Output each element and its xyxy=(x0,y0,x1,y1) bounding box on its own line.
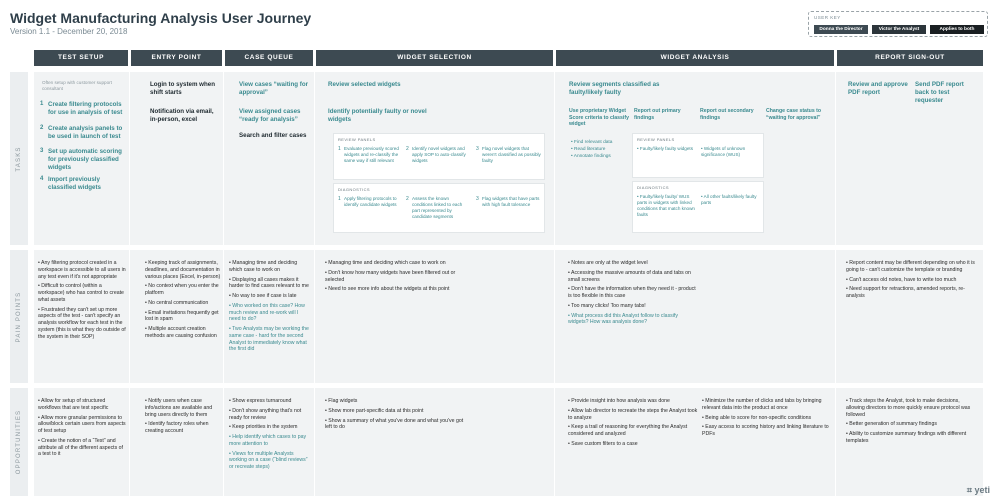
task-item: View assigned cases “ready for analysis” xyxy=(239,108,301,123)
list-item: • Allow for setup of structured workflows that are test specific xyxy=(38,398,109,411)
test-setup-note: Often setup with customer support consultant xyxy=(42,80,112,91)
phase-widget-selection: WIDGET SELECTION xyxy=(316,50,553,66)
column-divider xyxy=(129,72,130,496)
list-item-text: Show more part-specific data at this point xyxy=(328,407,424,414)
diagnostics-title: DIAGNOSTICS xyxy=(637,185,669,190)
row-label-pain-text: PAIN POINTS xyxy=(16,291,22,342)
list-item: • Allow more granular permissions to allow/block certain users from aspects of test setup xyxy=(38,414,126,434)
panel-item: Identify novel widgets and apply SOP to auto-classify widgets xyxy=(412,146,466,163)
list-item-text: Easy access to scoring history and linking literature to PDFs xyxy=(702,424,829,437)
list-item: • Save custom filters to a case xyxy=(568,440,638,447)
task-item: Review and approve PDF report xyxy=(848,81,908,96)
task-item: Use proprietary Widget Score criteria to classify widget xyxy=(569,108,629,127)
list-item: • Two Analysts may be working the same case - hard for the second Analyst to immediately know what the first did xyxy=(229,326,309,353)
user-key-label: USER KEY xyxy=(814,15,841,20)
list-item: • Easy access to scoring history and linking literature to PDFs xyxy=(702,424,829,437)
column-divider xyxy=(314,72,315,496)
list-item: • Allow lab director to recreate the steps the Analyst took to analyze xyxy=(568,407,698,421)
list-item-text: Displaying all cases makes it harder to find cases relevant to me xyxy=(229,276,309,290)
list-item-text: Report content may be different depending on who it is going to - can't customize the template or branding xyxy=(846,260,975,273)
task-item: View cases “waiting for approval” xyxy=(239,81,309,96)
panel-item: Flag widgets that have parts with high fault tolerance xyxy=(482,196,540,207)
opportunities-case-queue xyxy=(229,398,311,474)
role-analyst-chip: Victor the Analyst xyxy=(872,25,926,34)
version-subtitle: Version 1.1 - December 20, 2018 xyxy=(10,27,128,36)
step-number: 2 xyxy=(40,125,44,131)
role-director-chip: Donna the Director xyxy=(814,25,868,34)
list-item-text: Difficult to control (within a workspace) who has control to create what assets xyxy=(38,283,124,303)
row-label-opportunities xyxy=(10,388,28,496)
list-item-text: Better generation of summary findings xyxy=(849,421,937,428)
task-item: Set up automatic scoring for previously classified widgets xyxy=(48,148,122,171)
list-item-text: Minimize the number of clicks and tabs by bringing relevant data into the product at once xyxy=(702,398,822,411)
list-item: • Track steps the Analyst, took to make decisions, allowing directors to more quickly ensure protocol was followed xyxy=(846,398,971,418)
opportunities-report-signout xyxy=(846,398,978,448)
pain-points-report-signout xyxy=(846,260,978,303)
step-number: 3 xyxy=(476,146,479,152)
panel-item: Assess the known conditions linked to each part represented by candidate segments xyxy=(412,196,463,219)
list-item: • Flag widgets xyxy=(325,398,358,404)
list-item-text: Don't know how many widgets have been filtered out or selected xyxy=(325,269,456,283)
pain-points-case-queue xyxy=(229,260,311,356)
list-item: • Who worked on this case? How much review and re-work will I need to do? xyxy=(229,302,305,323)
role-both-chip: Applies to both xyxy=(930,25,984,34)
opportunities-entry-point xyxy=(145,398,221,438)
list-item: • Need to see more info about the widgets at this point xyxy=(325,286,450,293)
list-item-text: No context when you enter the platform xyxy=(145,283,219,296)
list-item: • No central communication xyxy=(145,299,209,306)
list-item-text: Track steps the Analyst, took to make decisions, allowing directors to more quickly ensure protocol was followed xyxy=(846,398,971,418)
list-item: • Don't show anything that's not ready for review xyxy=(229,407,302,421)
pain-points-widget-analysis xyxy=(568,260,698,329)
list-item-text: Notify users when case info/actions are available and bring users directly to them xyxy=(145,398,213,418)
list-item-text: Views for multiple Analysts working on a case (“blind reviews” or recreate steps) xyxy=(229,450,308,470)
list-item: • Create the notion of a “Test” and attribute all of the different aspects of a test to it xyxy=(38,437,123,458)
list-item-text: Being able to score for non-specific conditions xyxy=(705,414,812,421)
list-item: • Show a summary of what you've done and what you've got left to do xyxy=(325,417,464,431)
list-item-text: Email invitations frequently get lost in spam xyxy=(145,309,219,323)
row-label-tasks xyxy=(10,72,28,245)
list-item: • Any filtering protocol created in a workspace is accessible to all users in any test even if it's not appropriate xyxy=(38,260,126,280)
list-item: • Keep priorities in the system xyxy=(229,424,298,431)
list-item-text: No central communication xyxy=(148,299,209,306)
list-item: • Managing time and deciding which case to work on xyxy=(325,260,446,266)
panel-item: Apply filtering protocols to identify candidate widgets xyxy=(344,196,397,207)
list-item: • Notes are only at the widget level xyxy=(568,260,648,266)
list-item-text: Allow for setup of structured workflows that are test specific xyxy=(38,398,109,411)
bullet-text: Find relevant data xyxy=(574,140,613,145)
pain-points-widget-selection xyxy=(325,260,465,296)
task-item: Change case status to “waiting for approval” xyxy=(766,108,822,121)
task-heading: Review segments classified as faulty/likely faulty xyxy=(569,81,660,96)
list-item: • Need support for retractions, amended reports, re-analysis xyxy=(846,286,965,299)
list-item: • Provide insight into how analysis was done xyxy=(568,398,670,404)
list-item-text: Too many clicks! Too many tabs! xyxy=(571,302,646,309)
page-title: Widget Manufacturing Analysis User Journey xyxy=(10,10,312,26)
list-item: • Accessing the massive amounts of data and tabs on small screens xyxy=(568,269,691,283)
panel-item-text: Faulty/likely faulty/ WUS parts in widgets with linked conditions that match known faults xyxy=(637,194,695,217)
list-item: • Minimize the number of clicks and tabs by bringing relevant data into the product at once xyxy=(702,398,822,411)
list-item-text: Managing time and deciding which case to work on xyxy=(328,260,446,266)
step-number: 2 xyxy=(406,196,409,202)
yeti-logo: ⌗ yeti xyxy=(966,485,990,495)
list-item-text: Notes are only at the widget level xyxy=(571,260,648,266)
list-item: • Report content may be different depending on who it is going to - can't customize the template or branding xyxy=(846,260,975,273)
list-item-text: Don't show anything that's not ready for review xyxy=(229,407,302,421)
bullet-text: Annotate findings xyxy=(573,154,611,159)
list-item-text: Allow lab director to recreate the steps the Analyst took to analyze xyxy=(568,407,698,421)
list-item: • Managing time and deciding which case to work on xyxy=(229,260,298,273)
bullet-item: • Annotate findings xyxy=(571,154,611,159)
review-panels-panel xyxy=(333,133,545,180)
row-label-opps-text: OPPORTUNITIES xyxy=(16,409,22,475)
analysis-diagnostics-panel xyxy=(632,181,764,233)
bullet-text: Read literature xyxy=(574,147,606,152)
list-item-text: Help identify which cases to pay more attention to xyxy=(229,434,307,447)
phase-case-queue: CASE QUEUE xyxy=(225,50,313,66)
task-item: Notification via email, in-person, excel xyxy=(150,108,214,123)
list-item-text: Frustrated they can't set up more aspects of the test - can't specify an analysis workflow for each test in the system (this is what they do outside of the system in their SOP) xyxy=(38,306,126,340)
list-item-text: Allow more granular permissions to allow/block certain users from aspects of test setup xyxy=(38,414,126,434)
step-number: 3 xyxy=(40,148,44,154)
list-item: • What process did this Analyst follow to classify widgets? How was analysis done? xyxy=(568,312,678,326)
list-item: • Can't access old notes, have to write too much xyxy=(846,276,957,283)
list-item-text: Keep a trail of reasoning for everything the Analyst considered and analyzed xyxy=(568,424,688,437)
column-divider xyxy=(835,72,836,496)
list-item: • Email invitations frequently get lost in spam xyxy=(145,309,219,323)
list-item: • No context when you enter the platform xyxy=(145,283,219,296)
list-item-text: Multiple account creation methods are causing confusion xyxy=(145,326,217,339)
list-item: • Too many clicks! Too many tabs! xyxy=(568,302,646,309)
task-item: Search and filter cases xyxy=(239,132,307,139)
list-item: • Being able to score for non-specific conditions xyxy=(702,414,812,421)
review-panels-title: REVIEW PANELS xyxy=(338,137,376,142)
diagnostics-title: DIAGNOSTICS xyxy=(338,187,370,192)
list-item: • Ability to customize summary findings with different templates xyxy=(846,431,967,444)
user-key xyxy=(808,11,988,37)
step-number: 2 xyxy=(406,146,409,152)
bullet-item: • Read literature xyxy=(571,147,606,152)
phase-entry-point: ENTRY POINT xyxy=(131,50,222,66)
task-item: Report out primary findings xyxy=(634,108,681,121)
phase-widget-analysis: WIDGET ANALYSIS xyxy=(556,50,834,66)
panel-item: • Widgets of unknown significance (WUS) xyxy=(701,146,746,157)
diagnostics-panel xyxy=(333,183,545,233)
panel-item: • Faulty/likely faulty/ WUS parts in widgets with linked conditions that match known faults xyxy=(637,194,695,217)
list-item: • Identify factory roles when creating account xyxy=(145,421,209,434)
step-number: 4 xyxy=(40,176,44,182)
panel-item: Evaluate previously scored widgets and re-classify the same way if still relevant xyxy=(344,146,399,163)
pain-points-test-setup xyxy=(38,260,126,343)
list-item-text: Need support for retractions, amended reports, re-analysis xyxy=(846,286,965,299)
list-item: • Show express turnaround xyxy=(229,398,292,404)
task-item: Send PDF report back to test requester xyxy=(915,81,964,104)
pain-points-entry-point xyxy=(145,260,221,343)
opportunities-test-setup xyxy=(38,398,126,461)
panel-item-text: All other faults/likely faulty parts xyxy=(701,194,757,205)
opportunities-widget-analysis-2 xyxy=(702,398,830,441)
list-item-text: Ability to customize summary findings with different templates xyxy=(846,431,967,444)
task-heading: Identify potentially faulty or novel widgets xyxy=(328,108,427,123)
task-heading: Review selected widgets xyxy=(328,81,401,88)
list-item: • Notify users when case info/actions are available and bring users directly to them xyxy=(145,398,213,418)
list-item-text: Show express turnaround xyxy=(232,398,292,404)
step-number: 1 xyxy=(338,196,341,202)
list-item: • Don't know how many widgets have been filtered out or selected xyxy=(325,269,456,283)
bullet-item: • Find relevant data xyxy=(571,140,613,145)
list-item: • Don't have the information when they need it - product is too flexible in this case xyxy=(568,286,696,299)
task-item: Login to system when shift starts xyxy=(150,81,215,96)
phase-report-signout: REPORT SIGN-OUT xyxy=(837,50,983,66)
panel-item-text: Faulty/likely faulty widgets xyxy=(639,146,693,151)
list-item: • Multiple account creation methods are causing confusion xyxy=(145,326,217,339)
row-label-pain-points xyxy=(10,250,28,383)
list-item-text: Keeping track of assignments, deadlines, and documentation in various places (Excel, in-person) xyxy=(145,260,221,280)
opportunities-widget-analysis-1 xyxy=(568,398,698,451)
column-divider xyxy=(223,72,224,496)
list-item: • Difficult to control (within a workspace) who has control to create what assets xyxy=(38,283,124,303)
panel-item: • All other faults/likely faulty parts xyxy=(701,194,757,205)
list-item-text: Identify factory roles when creating account xyxy=(145,421,209,434)
panel-item: Flag novel widgets that weren't classified as possibly faulty xyxy=(482,146,541,163)
list-item: • Keep a trail of reasoning for everything the Analyst considered and analyzed xyxy=(568,424,688,437)
step-number: 1 xyxy=(338,146,341,152)
list-item-text: Keep priorities in the system xyxy=(232,424,298,431)
column-divider xyxy=(554,72,555,496)
list-item: • Better generation of summary findings xyxy=(846,421,937,428)
list-item: • Show more part-specific data at this point xyxy=(325,407,424,414)
logo-text: yeti xyxy=(974,485,990,495)
panel-item: • Faulty/likely faulty widgets xyxy=(637,146,693,151)
list-item-text: Show a summary of what you've done and what you've got left to do xyxy=(325,417,464,431)
list-item: • Frustrated they can't set up more aspects of the test - can't specify an analysis workflow for each test in the system (this is what they do outside of the system in their SOP) xyxy=(38,306,126,340)
list-item-text: Need to see more info about the widgets at this point xyxy=(328,286,450,293)
list-item-text: Managing time and deciding which case to work on xyxy=(229,260,298,273)
list-item-text: Save custom filters to a case xyxy=(571,440,638,447)
task-item: Create filtering protocols for use in analysis of test xyxy=(48,101,123,116)
list-item-text: No way to see if case is late xyxy=(232,293,297,299)
list-item-text: Who worked on this case? How much review and re-work will I need to do? xyxy=(229,302,305,323)
list-item-text: Two Analysts may be working the same case - hard for the second Analyst to immediately know what the first did xyxy=(229,326,309,353)
list-item-text: Any filtering protocol created in a workspace is accessible to all users in any test even if it's not appropriate xyxy=(38,260,126,280)
list-item-text: Create the notion of a “Test” and attribute all of the different aspects of a test to it xyxy=(38,437,123,458)
list-item: • Keeping track of assignments, deadlines, and documentation in various places (Excel, in-person) xyxy=(145,260,221,280)
list-item: • Displaying all cases makes it harder to find cases relevant to me xyxy=(229,276,309,290)
list-item-text: Can't access old notes, have to write too much xyxy=(849,276,957,283)
list-item-text: What process did this Analyst follow to classify widgets? How was analysis done? xyxy=(568,312,678,326)
list-item: • No way to see if case is late xyxy=(229,293,297,299)
task-item: Import previously classified widgets xyxy=(48,176,101,191)
step-number: 1 xyxy=(40,101,44,107)
panel-item-text: Widgets of unknown significance (WUS) xyxy=(701,146,746,157)
list-item-text: Provide insight into how analysis was done xyxy=(571,398,670,404)
list-item: • Help identify which cases to pay more attention to xyxy=(229,434,307,447)
phase-test-setup: TEST SETUP xyxy=(34,50,128,66)
list-item: • Views for multiple Analysts working on a case (“blind reviews” or recreate steps) xyxy=(229,450,308,470)
list-item-text: Don't have the information when they need it - product is too flexible in this case xyxy=(568,286,696,299)
analysis-review-panels-panel xyxy=(632,133,764,178)
list-item-text: Accessing the massive amounts of data and tabs on small screens xyxy=(568,269,691,283)
row-label-tasks-text: TASKS xyxy=(16,145,22,172)
task-item: Report out secondary findings xyxy=(700,108,754,121)
task-item: Create analysis panels to be used in launch of test xyxy=(48,125,123,140)
review-panels-title: REVIEW PANELS xyxy=(637,137,675,142)
step-number: 3 xyxy=(476,196,479,202)
opportunities-widget-selection xyxy=(325,398,465,434)
list-item-text: Flag widgets xyxy=(328,398,358,404)
